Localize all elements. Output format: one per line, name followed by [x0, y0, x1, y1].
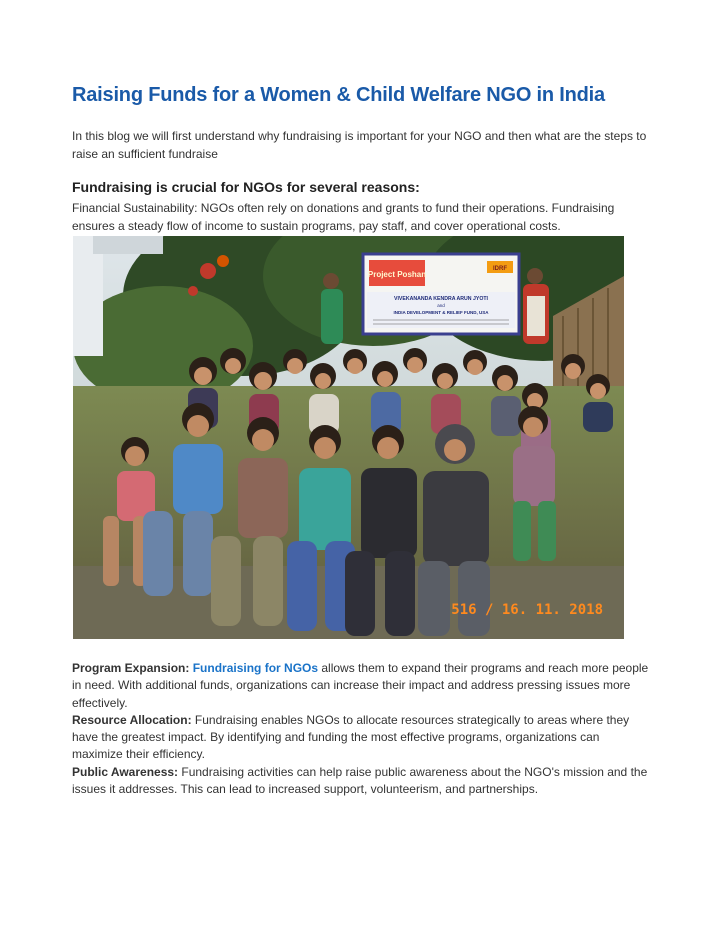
banner-title: Project Poshan	[367, 270, 427, 279]
banner-line-1: VIVEKANANDA KENDRA ARUN JYOTI	[394, 296, 488, 302]
public-awareness-label: Public Awareness:	[72, 764, 179, 779]
banner-line-3: INDIA DEVELOPMENT & RELIEF FUND, USA	[393, 310, 489, 315]
fundraising-for-ngos-link[interactable]: Fundraising for NGOs	[192, 661, 319, 675]
children-group-photo	[73, 236, 624, 639]
banner-badge: IDRF	[493, 266, 507, 272]
photo-timestamp: 516 / 16. 11. 2018	[451, 602, 603, 618]
reasons-list	[72, 660, 652, 798]
intro-paragraph: In this blog we will first understand why fundraising is important for your NGO and then what are the steps to raise an sufficient fundraise	[72, 129, 647, 161]
program-expansion-label: Program Expansion:	[72, 661, 190, 675]
resource-allocation-text: Fundraising enables NGOs to allocate resources strategically to areas where they have the greatest impact. By identifying and funding the most effective programs, organizations can maximize their efficiency.	[72, 712, 630, 762]
project-poshan-banner	[363, 254, 519, 334]
financial-sustainability-paragraph: Financial Sustainability: NGOs often rely on donations and grants to fund their operations. Fundraising ensures a steady flow of income to sustain programs, pay staff, and cover operational costs.	[72, 201, 615, 233]
resource-allocation-paragraph	[72, 712, 652, 764]
section-heading: Fundraising is crucial for NGOs for several reasons:	[72, 179, 420, 195]
resource-allocation-label: Resource Allocation:	[72, 712, 192, 727]
banner-line-2: and	[437, 303, 445, 308]
page-title: Raising Funds for a Women & Child Welfare NGO in India	[72, 84, 605, 106]
public-awareness-text: Fundraising activities can help raise public awareness about the NGO's mission and the issues it addresses. This can lead to increased support, volunteerism, and partnerships.	[72, 764, 648, 797]
program-expansion-text: allows them to expand their programs and reach more people in need. With additional funds, organizations can increase their impact and address pressing issues more effectively.	[72, 661, 649, 710]
program-expansion-paragraph	[72, 660, 652, 712]
public-awareness-paragraph	[72, 764, 652, 799]
